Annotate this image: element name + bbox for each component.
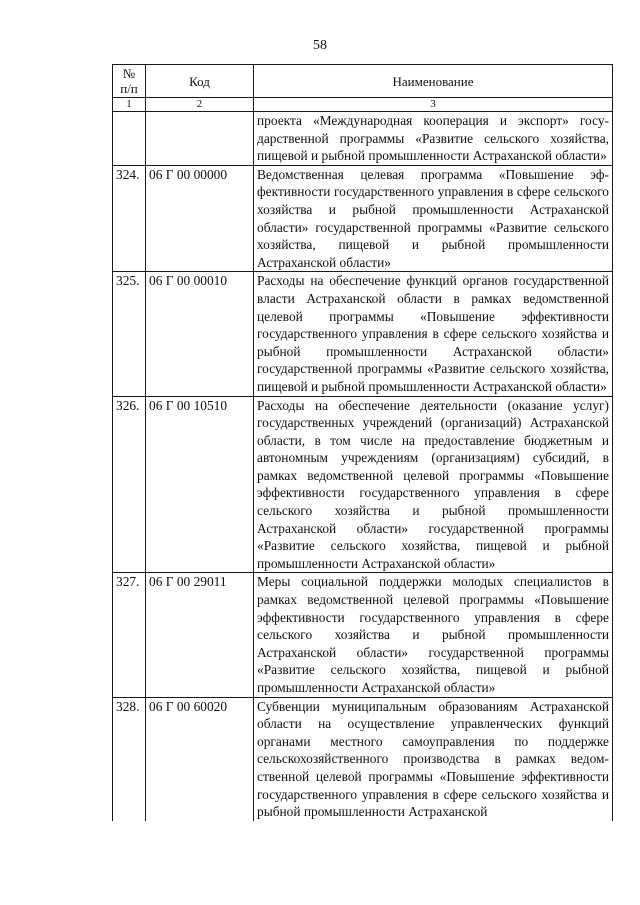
row-name: Меры социальной поддержки молодых специалистов в рамках ведомственной целевой программы «Повышение эффективности государственного управления в сфере сельского хозяйства и рыбной промышленности Астраханской области» государственной программы «Развитие сельского хозяйства, пищевой и рыбной промышленности Астраханской области» [254, 573, 613, 697]
row-number: 325. [113, 272, 146, 396]
row-name: Ведомственная целевая программа «Повышение эффективности государственного управления в сфере сельского хозяйства и рыбной промышленности Астраханской области» государственной программы «Развитие сельского хозяйства, пищевой и рыбной промышленности Астраханской области» [254, 165, 613, 272]
table-row [113, 697, 613, 821]
row-number: 327. [113, 573, 146, 697]
column-index-row [113, 98, 613, 112]
row-number: 326. [113, 396, 146, 573]
row-number: 328. [113, 697, 146, 821]
page-number: 58 [313, 38, 327, 53]
table-row [113, 272, 613, 396]
column-index-3: 3 [254, 98, 613, 112]
row-code: 06 Г 00 00010 [146, 272, 254, 396]
row-code [146, 112, 254, 166]
row-number: 324. [113, 165, 146, 272]
row-name: Субвенции муниципальным образованиям Астраханской области на осуществление управленческих функций органами местного самоуправления по поддержке сельскохозяйственного производства в рамках ведомственной целевой программы «Повышение эффективности государственного управления в сфере сельского хозяйства и рыбной промышленности Астраханской [254, 697, 613, 821]
table-row [113, 396, 613, 573]
table-header-row [113, 65, 613, 98]
row-name: проекта «Международная кооперация и экспорт» государственной программы «Развитие сельского хозяйства, пищевой и рыбной промышленности Астраханской области» [254, 112, 613, 166]
table-row [113, 573, 613, 697]
header-name: Наименование [254, 65, 613, 98]
column-index-1: 1 [113, 98, 146, 112]
row-code: 06 Г 00 00000 [146, 165, 254, 272]
budget-classification-table [112, 64, 613, 821]
table-row [113, 112, 613, 166]
table-row [113, 165, 613, 272]
row-code: 06 Г 00 29011 [146, 573, 254, 697]
row-code: 06 Г 00 60020 [146, 697, 254, 821]
row-name: Расходы на обеспечение деятельности (оказание услуг) государственных учреждений (организаций) Астраханской области, в том числе на предоставление бюджетным и автономным учреждениям (организациям) субсидий, в рамках ведомственной целевой программы «Повышение эффективности государственного управления в сфере сельского хозяйства и рыбной промышленности Астраханской области» государственной программы «Развитие сельского хозяйства, пищевой и рыбной промышленности Астраханской области» [254, 396, 613, 573]
row-code: 06 Г 00 10510 [146, 396, 254, 573]
row-number [113, 112, 146, 166]
header-number: № п/п [113, 65, 146, 98]
column-index-2: 2 [146, 98, 254, 112]
header-code: Код [146, 65, 254, 98]
row-name: Расходы на обеспечение функций органов государственной власти Астраханской области в рамках ведомственной целевой программы «Повышение эффективности государственного управления в сфере сельского хозяйства и рыбной промышленности Астраханской области» государственной программы «Развитие сельского хозяйства, пищевой и рыбной промышленности Астраханской области» [254, 272, 613, 396]
